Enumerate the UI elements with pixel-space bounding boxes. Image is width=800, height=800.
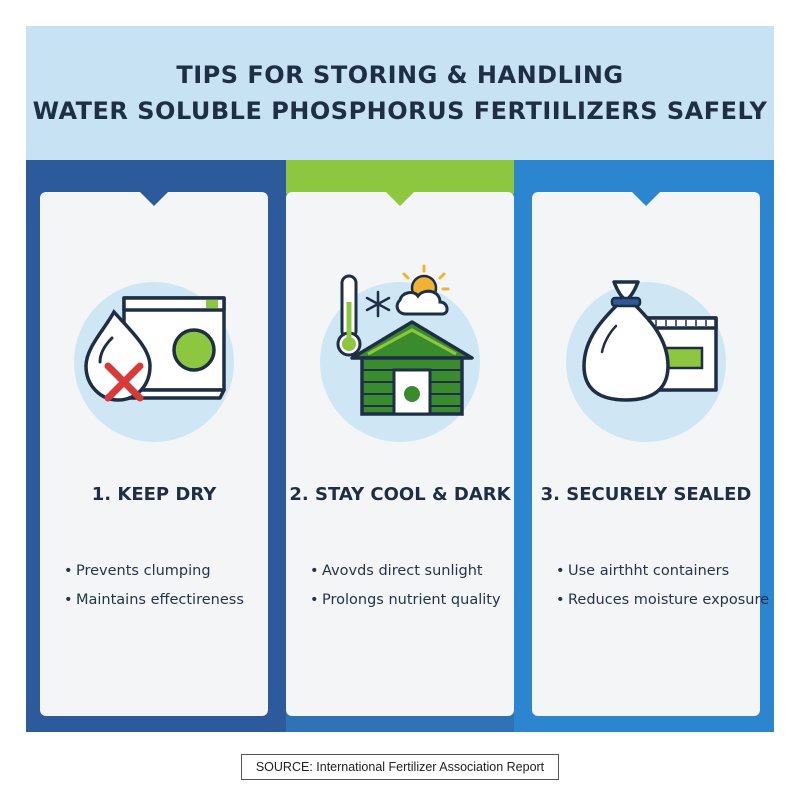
- wet-bag-icon: [74, 262, 234, 422]
- list-item: • Use airthht containers: [556, 557, 752, 586]
- list-item: • Avovds direct sunlight: [310, 557, 506, 586]
- tip-card-securely-sealed: [532, 192, 770, 716]
- tip-title: 1. KEEP DRY: [91, 484, 217, 505]
- card-notch: [140, 192, 168, 206]
- title-line-2: WATER SOLUBLE PHOSPHORUS FERTIILIZERS SAFELY: [32, 97, 768, 125]
- tip-bullet-list: [556, 557, 770, 615]
- title-banner: [26, 26, 774, 160]
- list-item: • Maintains effectireness: [64, 586, 260, 615]
- list-item: • Prolongs nutrient quality: [310, 586, 506, 615]
- sealed-sack-icon: [566, 262, 726, 422]
- bullet-text: Avovds direct sunlight: [322, 563, 483, 579]
- card-notch: [632, 192, 660, 206]
- bullet-text: Maintains effectireness: [76, 592, 244, 608]
- bullet-text: Use airthht containers: [568, 563, 730, 579]
- list-item: • Reduces moisture exposure: [556, 586, 752, 615]
- title-line-1: TIPS FOR STORING & HANDLING: [176, 61, 624, 89]
- tip-card-stay-cool-dark: [286, 192, 514, 716]
- tip-bullet-list: [310, 557, 506, 615]
- card-notch: [386, 192, 414, 206]
- bullet-text: Prevents clumping: [76, 563, 211, 579]
- cool-shed-icon: [320, 262, 480, 422]
- tip-bullet-list: [64, 557, 260, 615]
- bullet-text: Reduces moisture exposure: [568, 592, 770, 608]
- green-accent-bar: [286, 160, 514, 194]
- tip-title: 3. SECURELY SEALED: [540, 484, 752, 505]
- list-item: • Prevents clumping: [64, 557, 260, 586]
- tip-title: 2. STAY COOL & DARK: [289, 484, 511, 505]
- bullet-text: Prolongs nutrient quality: [322, 592, 501, 608]
- source-citation: SOURCE: International Fertilizer Association Report: [241, 754, 559, 780]
- tip-card-keep-dry: [40, 192, 268, 716]
